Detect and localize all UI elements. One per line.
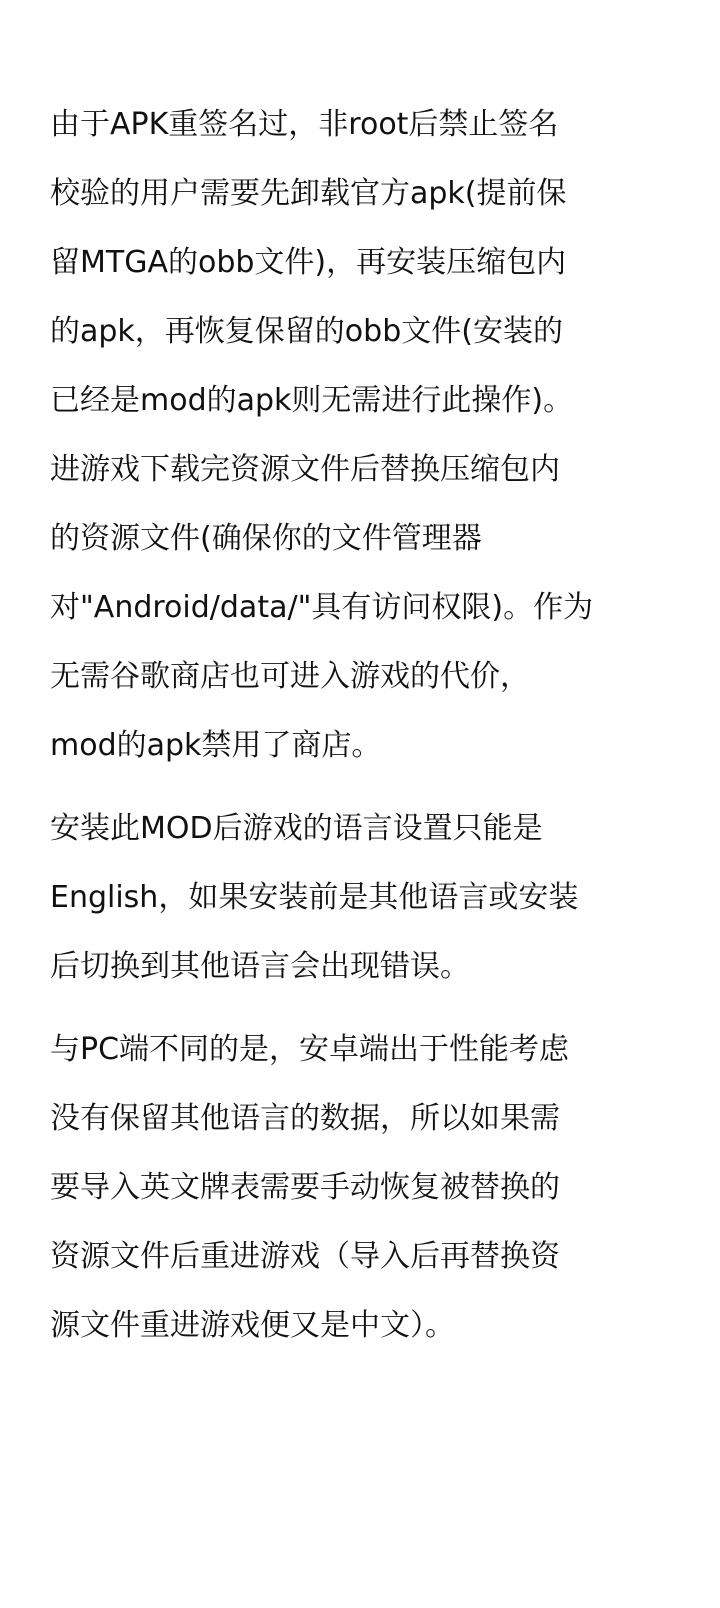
article-body — [50, 90, 670, 1360]
paragraph-install-steps: 由于APK重签名过，非root后禁止签名 校验的用户需要先卸载官方apk(提前保 留MTGA的obb文件)，再安装压缩包内 的apk，再恢复保留的obb文件(安装的 已经是mod的apk则无需进行此操作)。 进游戏下载完资源文件后替换压缩包内 的资源文件(确保你的文件管理器 对"Android/data/"具有访问权限)。作为 无需谷歌商店也可进入游戏的代价， mod的apk禁用了商店。 — [50, 107, 594, 763]
paragraph-pc-difference: 与PC端不同的是，安卓端出于性能考虑 没有保留其他语言的数据，所以如果需 要导入英文牌表需要手动恢复被替换的 资源文件后重进游戏（导入后再替换资 源文件重进游戏便又是中文）。 — [50, 1032, 570, 1343]
paragraph-language-note: 安装此MOD后游戏的语言设置只能是 English，如果安装前是其他语言或安装 后切换到其他语言会出现错误。 — [50, 811, 579, 984]
